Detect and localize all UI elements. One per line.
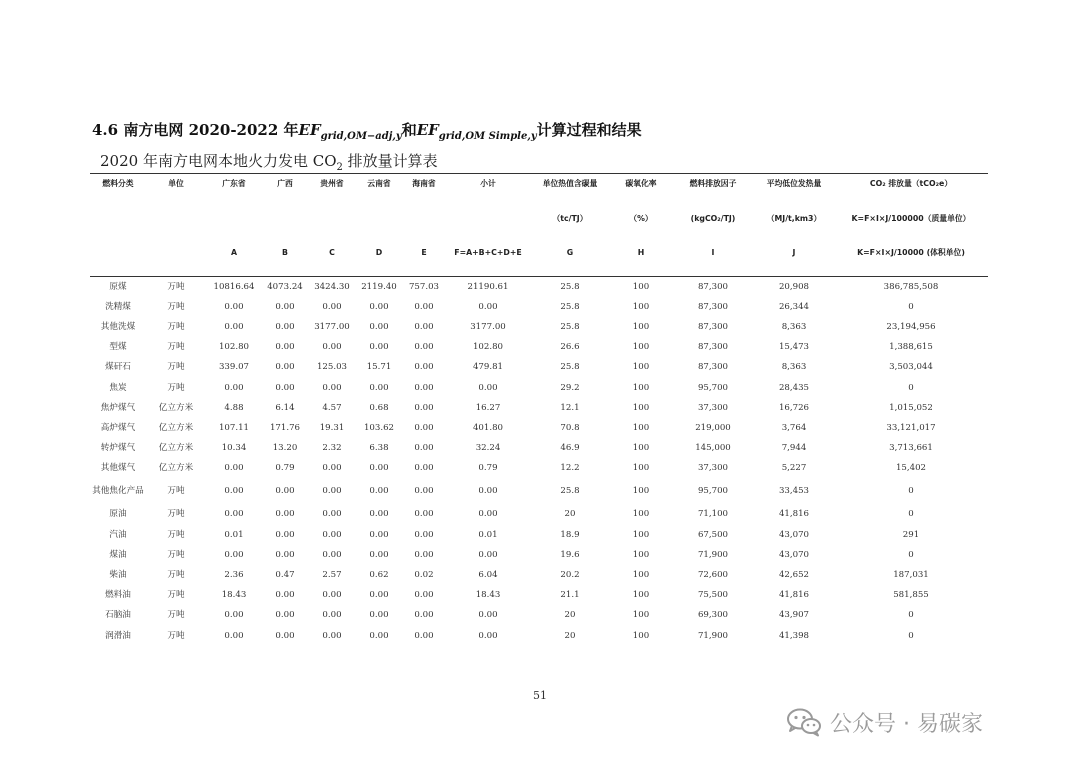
cell-oxidation: 100 (632, 610, 650, 621)
cell-ncv: 41,816 (778, 509, 810, 520)
cell-subtotal: 0.00 (478, 486, 498, 497)
cell-guizhou: 4.57 (322, 402, 342, 413)
cell-subtotal: 0.00 (478, 301, 498, 312)
cell-fuel: 煤油 (109, 549, 127, 560)
cell-oxidation: 100 (632, 362, 650, 373)
table-row (90, 606, 988, 626)
table-row (90, 525, 988, 545)
cell-fuel: 原油 (109, 509, 127, 520)
cell-yunnan: 0.68 (369, 402, 389, 413)
cell-guangdong: 18.43 (221, 590, 247, 601)
cell-guangxi: 0.79 (275, 463, 295, 474)
cell-oxidation: 100 (632, 342, 650, 353)
header-row-letters (90, 230, 988, 277)
cell-hainan: 0.00 (414, 443, 434, 454)
section-heading-text: 南方电网 2020-2022 年 (123, 121, 299, 139)
cell-oxidation: 100 (632, 570, 650, 581)
cell-emission-factor: 71,900 (697, 630, 729, 641)
cell-heat-carbon: 70.8 (560, 422, 580, 433)
cell-co2: 1,388,615 (889, 342, 933, 353)
cell-guizhou: 0.00 (322, 486, 342, 497)
cell-yunnan: 0.00 (369, 301, 389, 312)
heading-connector: 和 (401, 121, 417, 139)
cell-emission-factor: 87,300 (697, 301, 729, 312)
cell-unit: 万吨 (167, 610, 185, 621)
cell-hainan: 0.00 (414, 529, 434, 540)
cell-hainan: 0.00 (414, 402, 434, 413)
cell-fuel: 柴油 (109, 570, 127, 581)
col-co2: CO₂ 排放量（tCO₂e） (869, 179, 953, 188)
cell-yunnan: 0.00 (369, 382, 389, 393)
cell-guangdong: 4.88 (224, 402, 244, 413)
cell-hainan: 0.00 (414, 463, 434, 474)
col-guangdong: 广东省 (222, 179, 246, 188)
cell-yunnan: 0.00 (369, 630, 389, 641)
cell-unit: 万吨 (167, 486, 185, 497)
cell-unit: 亿立方米 (158, 443, 194, 454)
cell-subtotal: 0.01 (478, 529, 498, 540)
cell-subtotal: 0.00 (478, 610, 498, 621)
cell-unit: 万吨 (167, 549, 185, 560)
cell-heat-carbon: 25.8 (560, 362, 580, 373)
cell-guizhou: 3177.00 (314, 321, 350, 332)
cell-guangxi: 0.00 (275, 301, 295, 312)
unit-ncv: （MJ/t,km3） (766, 213, 822, 223)
cell-unit: 万吨 (167, 590, 185, 601)
letter-b: B (282, 247, 288, 257)
cell-fuel: 煤矸石 (105, 362, 131, 373)
cell-subtotal: 16.27 (475, 402, 501, 413)
cell-co2: 0 (908, 486, 914, 497)
watermark (786, 702, 983, 742)
cell-yunnan: 6.38 (369, 443, 389, 454)
cell-yunnan: 0.00 (369, 509, 389, 520)
cell-fuel: 润滑油 (105, 630, 131, 641)
ef-om-simple-symbol: $EF_{grid,OM Simple,y}$ (416, 121, 537, 142)
cell-guangdong: 0.00 (224, 509, 244, 520)
cell-emission-factor: 72,600 (697, 570, 729, 581)
cell-heat-carbon: 20.2 (560, 570, 580, 581)
cell-fuel: 转炉煤气 (100, 443, 136, 454)
table-header (90, 174, 988, 277)
cell-fuel: 其他焦化产品 (92, 486, 144, 497)
letter-e: E (421, 247, 427, 257)
cell-heat-carbon: 12.1 (560, 402, 580, 413)
letter-a: A (230, 247, 238, 257)
table-row (90, 545, 988, 565)
cell-emission-factor: 95,700 (697, 486, 729, 497)
section-heading-suffix: 计算过程和结果 (536, 121, 642, 139)
cell-ncv: 43,070 (778, 529, 810, 540)
section-heading (92, 119, 992, 142)
cell-guangxi: 0.47 (275, 570, 295, 581)
cell-unit: 万吨 (167, 342, 185, 353)
cell-subtotal: 6.04 (478, 570, 498, 581)
cell-fuel: 燃料油 (105, 590, 131, 601)
col-hainan: 海南省 (412, 179, 436, 188)
formula-f: F=A+B+C+D+E (454, 247, 522, 257)
cell-oxidation: 100 (632, 486, 650, 497)
cell-subtotal: 21190.61 (467, 281, 509, 292)
letter-i: I (711, 247, 715, 257)
cell-guizhou: 0.00 (322, 529, 342, 540)
cell-hainan: 0.00 (414, 610, 434, 621)
table-row (90, 459, 988, 479)
watermark-text: 公众号 · 易碳家 (830, 711, 983, 737)
cell-co2: 386,785,508 (883, 281, 939, 292)
cell-subtotal: 0.00 (478, 509, 498, 520)
cell-subtotal: 479.81 (472, 362, 504, 373)
col-ncv: 平均低位发热量 (766, 179, 822, 188)
cell-emission-factor: 71,100 (697, 509, 729, 520)
cell-heat-carbon: 25.8 (560, 301, 580, 312)
cell-unit: 万吨 (167, 509, 185, 520)
cell-oxidation: 100 (632, 422, 650, 433)
cell-co2: 291 (902, 529, 920, 540)
page-number: 51 (533, 689, 547, 702)
cell-heat-carbon: 20 (564, 630, 576, 641)
section-number: 4.6 (92, 121, 119, 139)
cell-ncv: 41,398 (778, 630, 810, 641)
cell-ncv: 5,227 (781, 463, 807, 474)
cell-unit: 万吨 (167, 362, 185, 373)
cell-co2: 0 (908, 382, 914, 393)
col-emission-factor: 燃料排放因子 (689, 179, 737, 188)
cell-emission-factor: 37,300 (697, 402, 729, 413)
table-row (90, 626, 988, 646)
cell-guangdong: 0.00 (224, 382, 244, 393)
cell-co2: 0 (908, 301, 914, 312)
cell-guizhou: 0.00 (322, 463, 342, 474)
cell-guangxi: 0.00 (275, 342, 295, 353)
table-title: 2020 年南方电网本地火力发电 $CO_2$ 排放量计算表 (100, 152, 438, 173)
cell-emission-factor: 87,300 (697, 281, 729, 292)
cell-yunnan: 103.62 (363, 422, 395, 433)
cell-unit: 万吨 (167, 321, 185, 332)
col-oxidation: 碳氧化率 (625, 179, 657, 188)
table-row (90, 338, 988, 358)
wechat-icon (786, 707, 822, 737)
header-row-units (90, 208, 988, 230)
unit-heat-carbon: （tc/TJ） (552, 213, 588, 223)
cell-guangxi: 13.20 (272, 443, 298, 454)
cell-unit: 万吨 (167, 382, 185, 393)
cell-emission-factor: 67,500 (697, 529, 729, 540)
cell-ncv: 15,473 (778, 342, 810, 353)
cell-hainan: 0.00 (414, 630, 434, 641)
cell-guizhou: 0.00 (322, 301, 342, 312)
unit-oxidation: （%） (629, 213, 653, 223)
cell-oxidation: 100 (632, 281, 650, 292)
cell-oxidation: 100 (632, 402, 650, 413)
cell-hainan: 0.00 (414, 362, 434, 373)
cell-hainan: 0.00 (414, 486, 434, 497)
cell-unit: 亿立方米 (158, 422, 194, 433)
cell-guizhou: 2.57 (322, 570, 342, 581)
cell-guizhou: 2.32 (322, 443, 342, 454)
cell-subtotal: 18.43 (475, 590, 501, 601)
cell-oxidation: 100 (632, 529, 650, 540)
cell-oxidation: 100 (632, 463, 650, 474)
cell-emission-factor: 87,300 (697, 321, 729, 332)
cell-ncv: 16,726 (778, 402, 810, 413)
cell-guangxi: 0.00 (275, 529, 295, 540)
cell-yunnan: 0.00 (369, 486, 389, 497)
cell-hainan: 0.02 (414, 570, 434, 581)
cell-hainan: 0.00 (414, 422, 434, 433)
cell-co2: 581,855 (893, 590, 929, 601)
cell-heat-carbon: 20 (564, 610, 576, 621)
letter-c: C (329, 247, 335, 257)
cell-emission-factor: 95,700 (697, 382, 729, 393)
cell-guizhou: 3424.30 (314, 281, 350, 292)
cell-guangdong: 0.00 (224, 610, 244, 621)
cell-subtotal: 32.24 (475, 443, 501, 454)
cell-emission-factor: 145,000 (695, 443, 731, 454)
cell-guangdong: 0.00 (224, 630, 244, 641)
cell-hainan: 0.00 (414, 342, 434, 353)
cell-unit: 万吨 (167, 281, 185, 292)
cell-fuel: 汽油 (109, 529, 127, 540)
cell-ncv: 28,435 (778, 382, 810, 393)
cell-guangxi: 171.76 (269, 422, 301, 433)
cell-ncv: 7,944 (781, 443, 807, 454)
cell-co2: 0 (908, 509, 914, 520)
cell-fuel: 焦炭 (109, 382, 127, 393)
cell-subtotal: 0.00 (478, 382, 498, 393)
cell-yunnan: 0.00 (369, 321, 389, 332)
cell-guangxi: 0.00 (275, 321, 295, 332)
cell-guizhou: 0.00 (322, 549, 342, 560)
cell-co2: 15,402 (895, 463, 927, 474)
cell-ncv: 3,764 (781, 422, 807, 433)
cell-yunnan: 0.00 (369, 342, 389, 353)
unit-emission-factor: (kgCO₂/TJ) (690, 213, 736, 223)
cell-guizhou: 0.00 (322, 342, 342, 353)
cell-ncv: 26,344 (778, 301, 810, 312)
cell-unit: 万吨 (167, 630, 185, 641)
cell-guangdong: 339.07 (218, 362, 250, 373)
cell-hainan: 0.00 (414, 301, 434, 312)
table-row (90, 586, 988, 606)
cell-guangdong: 0.00 (224, 321, 244, 332)
table-row (90, 439, 988, 459)
cell-emission-factor: 75,500 (697, 590, 729, 601)
cell-guangdong: 0.00 (224, 301, 244, 312)
cell-fuel: 其他洗煤 (100, 321, 136, 332)
cell-co2: 0 (908, 610, 914, 621)
cell-guizhou: 0.00 (322, 630, 342, 641)
cell-heat-carbon: 18.9 (560, 529, 580, 540)
cell-heat-carbon: 25.8 (560, 486, 580, 497)
cell-yunnan: 0.00 (369, 590, 389, 601)
cell-heat-carbon: 26.6 (560, 342, 580, 353)
table-row (90, 297, 988, 317)
cell-yunnan: 2119.40 (361, 281, 397, 292)
cell-ncv: 20,908 (778, 281, 810, 292)
letter-j: J (792, 247, 796, 257)
col-subtotal: 小计 (480, 179, 496, 188)
cell-unit: 万吨 (167, 570, 185, 581)
cell-co2: 0 (908, 630, 914, 641)
cell-ncv: 8,363 (781, 321, 807, 332)
cell-guangxi: 0.00 (275, 549, 295, 560)
cell-hainan: 757.03 (408, 281, 440, 292)
cell-emission-factor: 37,300 (697, 463, 729, 474)
cell-guizhou: 0.00 (322, 509, 342, 520)
cell-ncv: 43,907 (778, 610, 810, 621)
header-row-names (90, 174, 988, 209)
cell-guangxi: 0.00 (275, 362, 295, 373)
cell-hainan: 0.00 (414, 321, 434, 332)
cell-guangxi: 4073.24 (267, 281, 303, 292)
cell-hainan: 0.00 (414, 382, 434, 393)
cell-fuel: 洗精煤 (105, 301, 131, 312)
cell-subtotal: 0.00 (478, 630, 498, 641)
cell-subtotal: 0.00 (478, 549, 498, 560)
cell-unit: 万吨 (167, 529, 185, 540)
cell-fuel: 焦炉煤气 (100, 402, 136, 413)
cell-hainan: 0.00 (414, 509, 434, 520)
cell-heat-carbon: 12.2 (560, 463, 580, 474)
formula-k: K=F×I×J/10000 (体积单位) (857, 247, 965, 257)
col-yunnan: 云南省 (367, 179, 391, 188)
cell-heat-carbon: 46.9 (560, 443, 580, 454)
col-unit: 单位 (168, 179, 184, 188)
cell-emission-factor: 87,300 (697, 362, 729, 373)
cell-subtotal: 401.80 (472, 422, 504, 433)
cell-emission-factor: 69,300 (697, 610, 729, 621)
cell-yunnan: 15.71 (366, 362, 392, 373)
cell-subtotal: 3177.00 (470, 321, 506, 332)
cell-heat-carbon: 21.1 (560, 590, 580, 601)
cell-unit: 万吨 (167, 301, 185, 312)
cell-ncv: 8,363 (781, 362, 807, 373)
cell-hainan: 0.00 (414, 590, 434, 601)
cell-oxidation: 100 (632, 382, 650, 393)
cell-guangdong: 107.11 (218, 422, 250, 433)
cell-guangdong: 2.36 (224, 570, 244, 581)
table-body (90, 277, 988, 647)
table-row (90, 317, 988, 337)
cell-guizhou: 19.31 (319, 422, 345, 433)
cell-guizhou: 0.00 (322, 610, 342, 621)
cell-oxidation: 100 (632, 549, 650, 560)
col-guangxi: 广西 (277, 179, 293, 188)
ef-om-adj-symbol: $EF_{grid,OM-adj,y}$ (298, 121, 402, 142)
cell-guangdong: 0.00 (224, 463, 244, 474)
cell-fuel: 石脑油 (105, 610, 131, 621)
cell-yunnan: 0.00 (369, 549, 389, 560)
cell-guangxi: 0.00 (275, 590, 295, 601)
cell-heat-carbon: 25.8 (560, 281, 580, 292)
cell-fuel: 原煤 (109, 281, 127, 292)
col-heat-carbon: 单位热值含碳量 (542, 179, 598, 188)
table-row (90, 418, 988, 438)
cell-emission-factor: 219,000 (695, 422, 731, 433)
cell-co2: 33,121,017 (886, 422, 936, 433)
cell-heat-carbon: 25.8 (560, 321, 580, 332)
col-guizhou: 贵州省 (320, 179, 344, 188)
cell-guangxi: 0.00 (275, 630, 295, 641)
cell-emission-factor: 71,900 (697, 549, 729, 560)
col-fuel: 燃料分类 (102, 179, 134, 188)
cell-fuel: 型煤 (109, 342, 127, 353)
cell-oxidation: 100 (632, 301, 650, 312)
table-row (90, 505, 988, 525)
unit-co2: K=F×I×J/100000（质量单位） (851, 213, 971, 223)
cell-heat-carbon: 20 (564, 509, 576, 520)
cell-guangdong: 102.80 (218, 342, 250, 353)
table-row (90, 358, 988, 378)
cell-heat-carbon: 29.2 (560, 382, 580, 393)
cell-guangdong: 10.34 (221, 443, 247, 454)
cell-co2: 1,015,052 (889, 402, 933, 413)
cell-guizhou: 125.03 (316, 362, 348, 373)
cell-oxidation: 100 (632, 590, 650, 601)
emissions-calc-table (90, 173, 988, 646)
cell-ncv: 43,070 (778, 549, 810, 560)
cell-fuel: 高炉煤气 (100, 422, 136, 433)
cell-yunnan: 0.00 (369, 529, 389, 540)
cell-guizhou: 0.00 (322, 590, 342, 601)
cell-unit: 亿立方米 (158, 402, 194, 413)
cell-ncv: 41,816 (778, 590, 810, 601)
cell-yunnan: 0.62 (369, 570, 389, 581)
cell-ncv: 33,453 (778, 486, 810, 497)
cell-co2: 0 (908, 549, 914, 560)
cell-co2: 3,503,044 (889, 362, 933, 373)
cell-fuel: 其他煤气 (100, 463, 136, 474)
letter-h: H (637, 247, 645, 257)
cell-guangdong: 0.00 (224, 486, 244, 497)
cell-yunnan: 0.00 (369, 463, 389, 474)
cell-oxidation: 100 (632, 443, 650, 454)
cell-hainan: 0.00 (414, 549, 434, 560)
table-row (90, 479, 988, 505)
cell-ncv: 42,652 (778, 570, 810, 581)
cell-oxidation: 100 (632, 321, 650, 332)
letter-d: D (375, 247, 383, 257)
cell-oxidation: 100 (632, 630, 650, 641)
cell-guangxi: 0.00 (275, 486, 295, 497)
cell-subtotal: 0.79 (478, 463, 498, 474)
cell-oxidation: 100 (632, 509, 650, 520)
cell-guizhou: 0.00 (322, 382, 342, 393)
cell-co2: 23,194,956 (886, 321, 936, 332)
table-row (90, 565, 988, 585)
letter-g: G (566, 247, 574, 257)
cell-yunnan: 0.00 (369, 610, 389, 621)
table-row (90, 398, 988, 418)
cell-guangdong: 0.00 (224, 549, 244, 560)
cell-heat-carbon: 19.6 (560, 549, 580, 560)
cell-co2: 3,713,661 (889, 443, 933, 454)
cell-guangxi: 0.00 (275, 382, 295, 393)
cell-unit: 亿立方米 (158, 463, 194, 474)
table-row (90, 277, 988, 298)
cell-subtotal: 102.80 (472, 342, 504, 353)
cell-guangdong: 10816.64 (213, 281, 255, 292)
cell-guangxi: 6.14 (275, 402, 295, 413)
cell-guangdong: 0.01 (224, 529, 244, 540)
cell-co2: 187,031 (893, 570, 929, 581)
cell-emission-factor: 87,300 (697, 342, 729, 353)
cell-guangxi: 0.00 (275, 610, 295, 621)
table-row (90, 378, 988, 398)
cell-guangxi: 0.00 (275, 509, 295, 520)
